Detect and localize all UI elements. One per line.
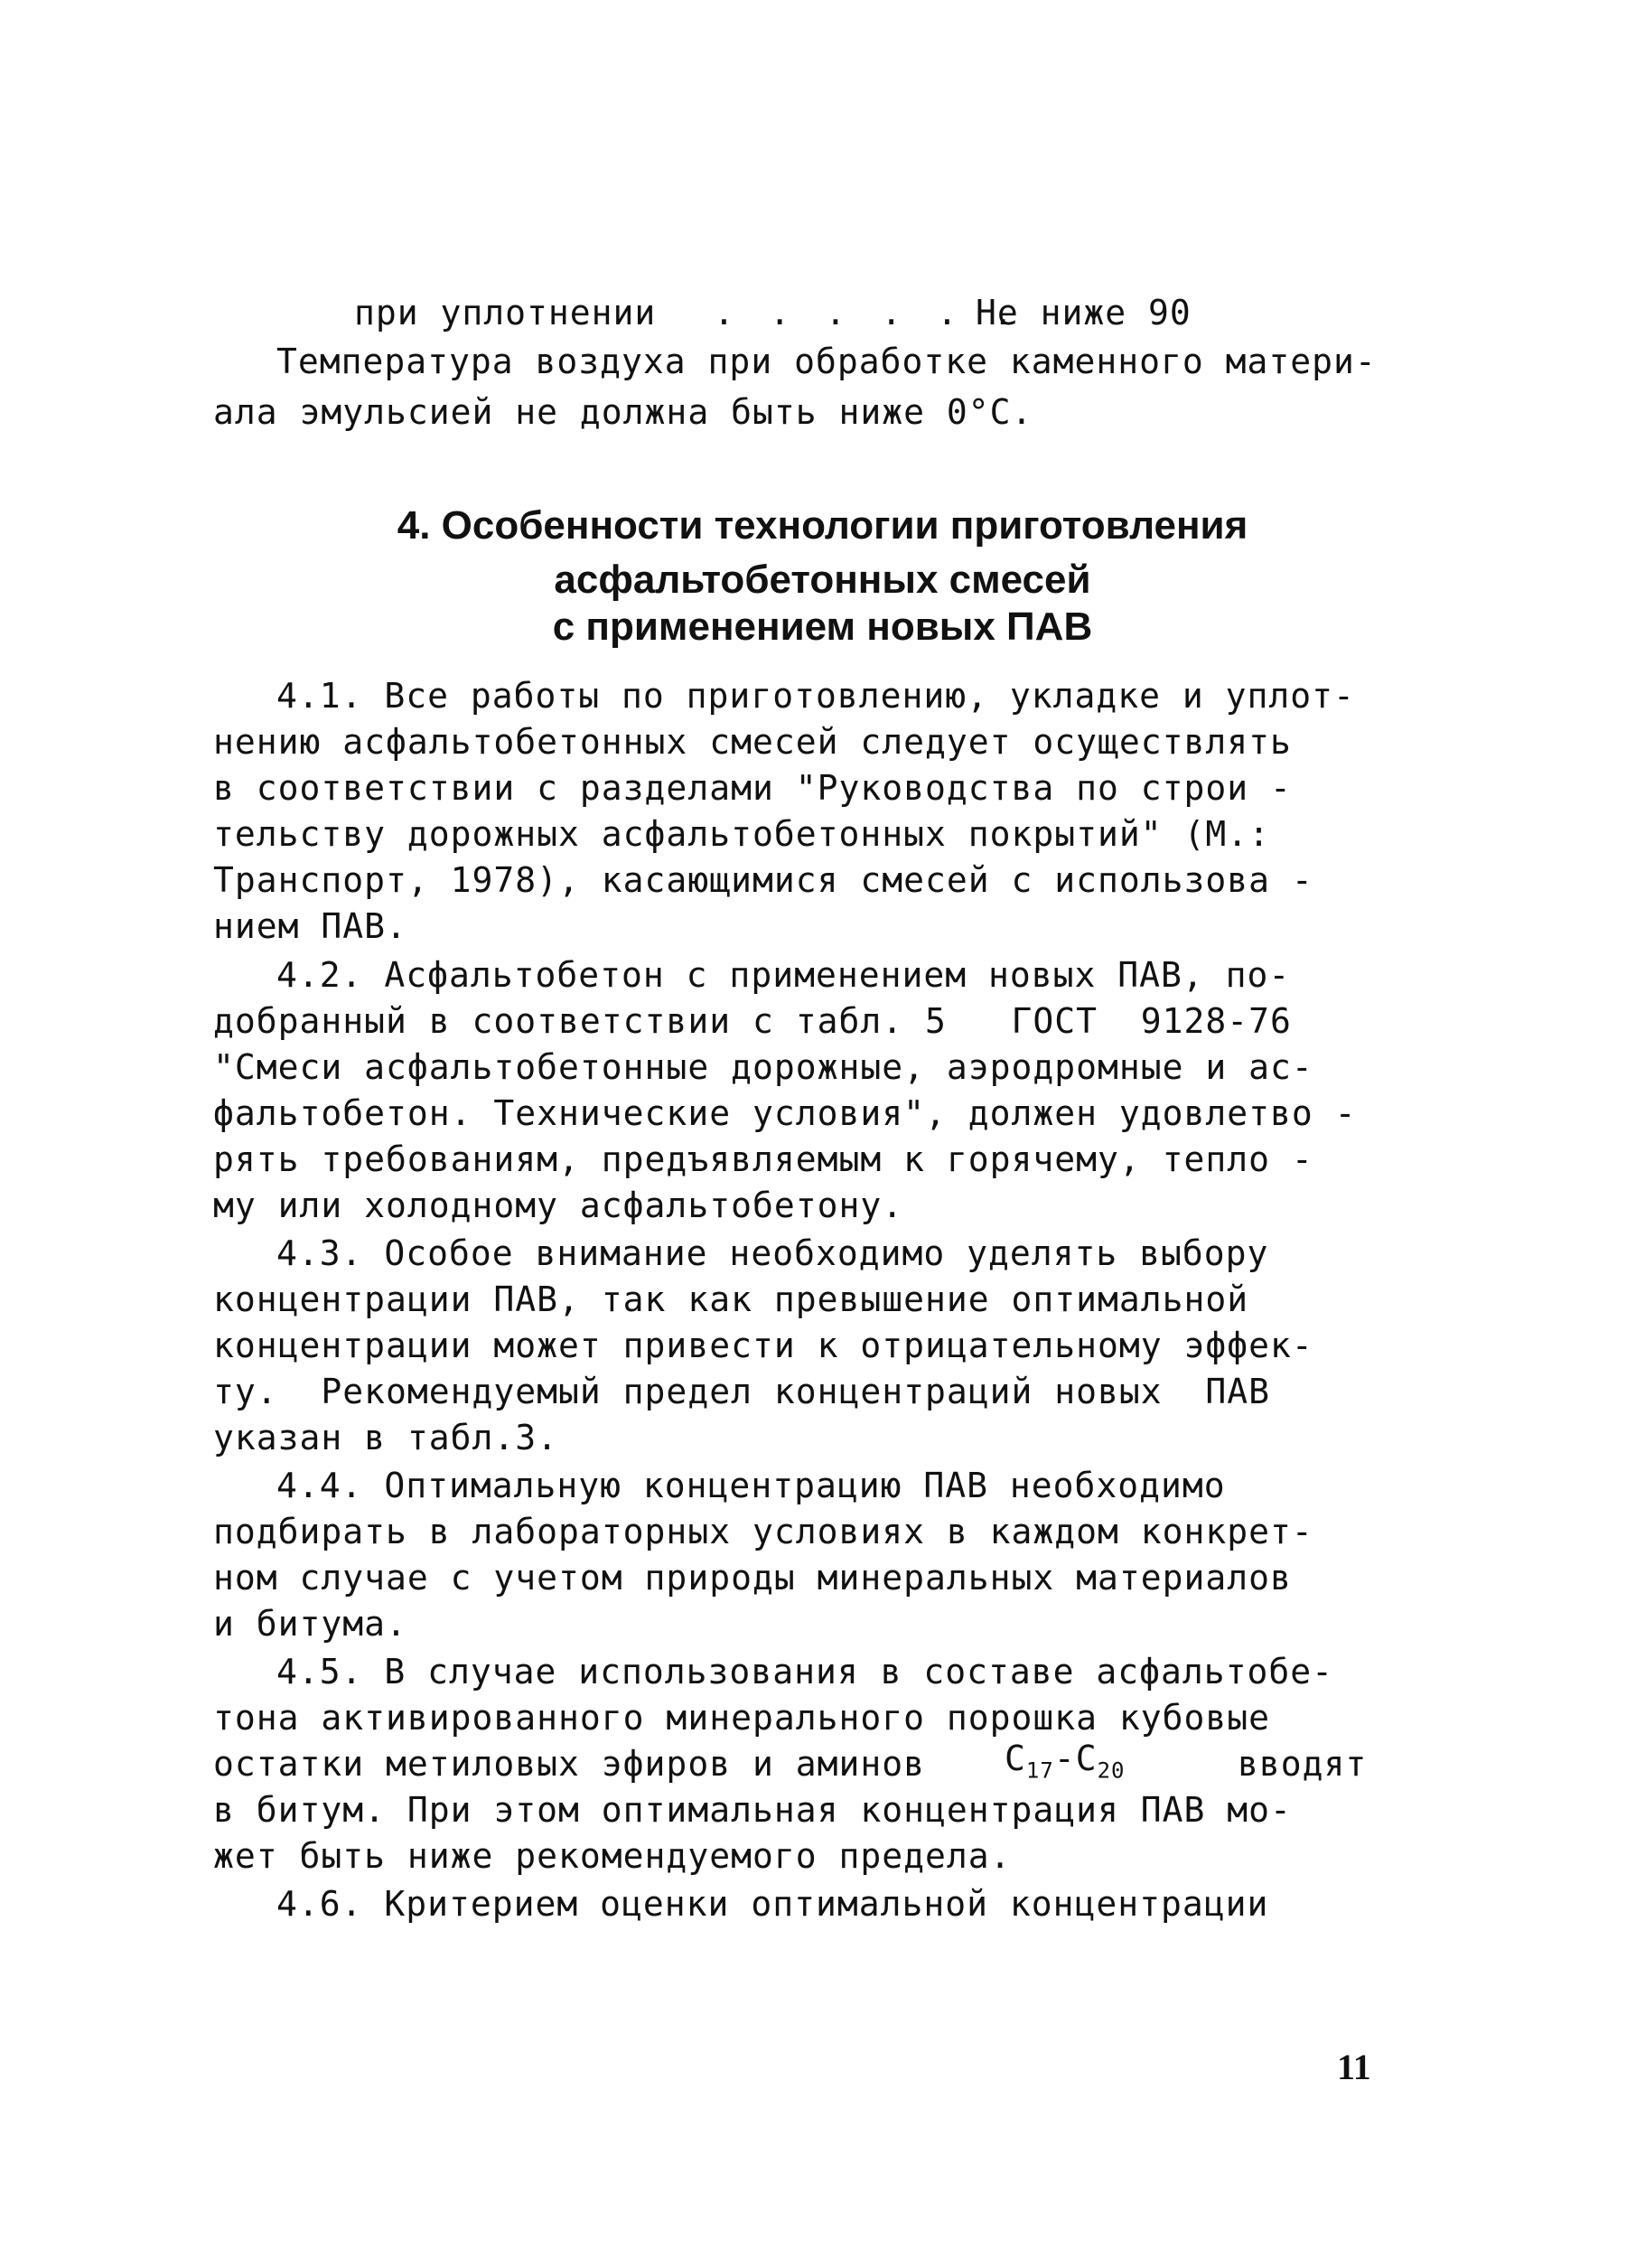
paragraph-4-4-line: ном случае с учетом природы минеральных материалов (213, 1558, 1292, 1598)
air-temp-line-2: ала эмульсией не должна быть ниже 0°С. (213, 392, 1033, 432)
paragraph-4-1-line: нению асфальтобетонных смесей следует осуществлять (213, 722, 1292, 762)
paragraph-4-3-line: ту. Рекомендуемый предел концентраций новых ПАВ (213, 1372, 1271, 1411)
page-number: 11 (1337, 2047, 1371, 2087)
section-heading-line-2: асфальтобетонных смесей (554, 558, 1091, 602)
paragraph-4-2-line: рять требованиям, предъявляемым к горячему, тепло - (213, 1139, 1313, 1179)
section-heading-line-3: с применением новых ПАВ (552, 604, 1093, 649)
carbon-range-formula (1005, 1737, 1126, 1784)
paragraph-4-2-line: му или холодному асфальтобетону. (213, 1186, 904, 1225)
compaction-leader-dots: . . . . . . (714, 293, 1021, 333)
paragraph-4-5-line-end: вводят (1238, 1744, 1368, 1784)
paragraph-4-4-line: подбирать в лабораторных условиях в каждом конкрет- (213, 1512, 1313, 1551)
paragraph-4-4-line: 4.4. Оптимальную концентрацию ПАВ необходимо (276, 1466, 1226, 1505)
paragraph-4-4-line: и битума. (213, 1604, 407, 1644)
paragraph-4-1-line: Транспорт, 1978), касающимися смесей с использова - (213, 860, 1313, 900)
formula-carbon-1: С (1005, 1738, 1026, 1778)
paragraph-4-1-line: нием ПАВ. (213, 906, 407, 946)
paragraph-4-5-line: тона активированного минерального порошка кубовые (213, 1698, 1271, 1738)
paragraph-4-2-line: 4.2. Асфальтобетон с применением новых ПАВ, по- (276, 955, 1291, 995)
paragraph-4-3-line: концентрации может привести к отрицательному эффек- (213, 1326, 1313, 1365)
paragraph-4-2-line: фальтобетон. Технические условия", должен удовлетво - (213, 1093, 1357, 1133)
paragraph-4-1-line: 4.1. Все работы по приготовлению, укладке и уплот- (276, 676, 1355, 716)
paragraph-4-6-line: 4.6. Критерием оценки оптимальной концентрации (276, 1884, 1269, 1924)
formula-subscript-2: 20 (1097, 1757, 1126, 1784)
paragraph-4-2-line: добранный в соответствии с табл. 5 ГОСТ 9128-76 (213, 1001, 1292, 1041)
compaction-value: Не ниже 90 (976, 293, 1192, 333)
air-temp-line-1: Температура воздуха при обработке каменного матери- (276, 342, 1377, 381)
compaction-label: при уплотнении (354, 293, 657, 333)
paragraph-4-3-line: концентрации ПАВ, так как превышение оптимальной (213, 1279, 1249, 1319)
paragraph-4-3-line: 4.3. Особое внимание необходимо уделять выбору (276, 1233, 1269, 1273)
paragraph-4-5-line: остатки метиловых эфиров и аминов (213, 1744, 925, 1784)
formula-carbon-2: С (1075, 1738, 1098, 1778)
formula-dash: - (1053, 1738, 1076, 1778)
section-heading-line-1: 4. Особенности технологии приготовления (397, 503, 1248, 548)
paragraph-4-5-line: 4.5. В случае использования в составе асфальтобе- (276, 1652, 1334, 1692)
paragraph-4-5-line: в битум. При этом оптимальная концентрация ПАВ мо- (213, 1790, 1292, 1830)
paragraph-4-1-line: тельству дорожных асфальтобетонных покрытий" (М.: (213, 814, 1271, 854)
paragraph-4-1-line: в соответствии с разделами "Руководства по строи - (213, 768, 1292, 808)
paragraph-4-3-line: указан в табл.3. (213, 1418, 559, 1457)
formula-subscript-1: 17 (1025, 1757, 1054, 1784)
paragraph-4-5-line: жет быть ниже рекомендуемого предела. (213, 1836, 1012, 1876)
paragraph-4-2-line: "Смеси асфальтобетонные дорожные, аэродромные и ас- (213, 1047, 1313, 1087)
